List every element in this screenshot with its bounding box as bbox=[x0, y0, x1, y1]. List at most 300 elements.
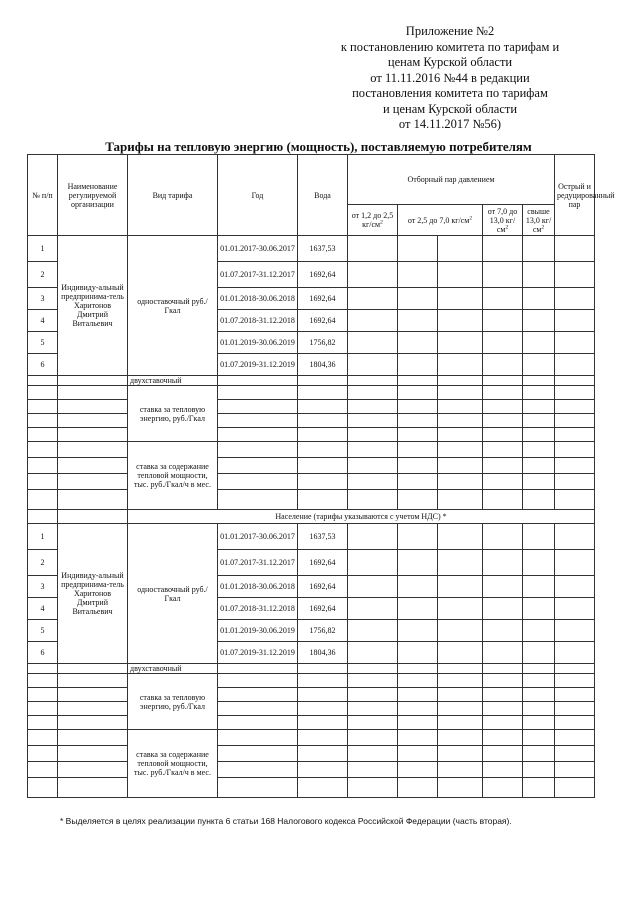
empty-cell bbox=[348, 262, 398, 288]
table-row bbox=[28, 442, 595, 458]
steam-col-3: от 7,0 до 13,0 $кг/см^2$ bbox=[483, 205, 523, 236]
col-num-header: № п/п bbox=[28, 155, 58, 236]
empty-cell bbox=[438, 262, 483, 288]
empty-cell bbox=[58, 400, 128, 414]
water-value: 1692,64 bbox=[298, 310, 348, 332]
empty-cell bbox=[348, 386, 398, 400]
empty-cell bbox=[523, 490, 555, 510]
empty-cell bbox=[348, 642, 398, 664]
table-row bbox=[28, 702, 595, 716]
empty-cell bbox=[438, 620, 483, 642]
empty-cell bbox=[28, 400, 58, 414]
empty-cell bbox=[398, 642, 438, 664]
empty-cell bbox=[298, 746, 348, 762]
empty-cell bbox=[523, 310, 555, 332]
empty-cell bbox=[483, 442, 523, 458]
empty-cell bbox=[348, 332, 398, 354]
empty-cell bbox=[438, 746, 483, 762]
empty-cell bbox=[218, 702, 298, 716]
period: 01.07.2019-31.12.2019 bbox=[218, 642, 298, 664]
empty-cell bbox=[523, 332, 555, 354]
empty-cell bbox=[348, 664, 398, 674]
row-number: 1 bbox=[28, 236, 58, 262]
row-number: 6 bbox=[28, 354, 58, 376]
empty-cell bbox=[438, 762, 483, 778]
empty-cell bbox=[523, 716, 555, 730]
empty-cell bbox=[348, 414, 398, 428]
empty-cell bbox=[398, 354, 438, 376]
empty-cell bbox=[483, 620, 523, 642]
empty-cell bbox=[555, 236, 595, 262]
empty-cell bbox=[398, 414, 438, 428]
empty-cell bbox=[28, 688, 58, 702]
table-row bbox=[28, 524, 595, 550]
empty-cell bbox=[483, 762, 523, 778]
empty-cell bbox=[298, 400, 348, 414]
empty-cell bbox=[438, 458, 483, 474]
empty-cell bbox=[398, 730, 438, 746]
empty-cell bbox=[398, 688, 438, 702]
empty-cell bbox=[483, 376, 523, 386]
empty-cell bbox=[555, 458, 595, 474]
empty-cell bbox=[483, 332, 523, 354]
col-water-header: Вода bbox=[298, 155, 348, 236]
rate-capacity: ставка за содержание тепловой мощности, тыс. руб./Гкал/ч в мес. bbox=[128, 442, 218, 510]
empty-cell bbox=[523, 730, 555, 746]
empty-cell bbox=[348, 550, 398, 576]
tariff-type-one-rate: одноставочный руб./Гкал bbox=[128, 236, 218, 376]
empty-cell bbox=[398, 576, 438, 598]
empty-cell bbox=[483, 490, 523, 510]
empty-cell bbox=[523, 688, 555, 702]
water-value: 1692,64 bbox=[298, 262, 348, 288]
empty-cell bbox=[438, 702, 483, 716]
empty-cell bbox=[348, 524, 398, 550]
table-row bbox=[28, 414, 595, 428]
empty-cell bbox=[398, 716, 438, 730]
empty-cell bbox=[58, 414, 128, 428]
empty-cell bbox=[438, 236, 483, 262]
period: 01.01.2018-30.06.2018 bbox=[218, 576, 298, 598]
empty-cell bbox=[483, 598, 523, 620]
table-row bbox=[28, 730, 595, 746]
empty-cell bbox=[555, 688, 595, 702]
empty-cell bbox=[398, 524, 438, 550]
empty-cell bbox=[348, 620, 398, 642]
empty-cell bbox=[555, 262, 595, 288]
empty-cell bbox=[438, 428, 483, 442]
empty-cell bbox=[555, 386, 595, 400]
empty-cell bbox=[523, 762, 555, 778]
empty-cell bbox=[58, 428, 128, 442]
empty-cell bbox=[555, 674, 595, 688]
empty-cell bbox=[523, 576, 555, 598]
empty-cell bbox=[348, 458, 398, 474]
empty-cell bbox=[523, 642, 555, 664]
empty-cell bbox=[398, 262, 438, 288]
empty-cell bbox=[398, 746, 438, 762]
water-value: 1692,64 bbox=[298, 576, 348, 598]
empty-cell bbox=[483, 716, 523, 730]
empty-cell bbox=[218, 386, 298, 400]
empty-cell bbox=[218, 778, 298, 798]
empty-cell bbox=[523, 354, 555, 376]
empty-cell bbox=[398, 702, 438, 716]
empty-cell bbox=[483, 746, 523, 762]
empty-cell bbox=[555, 414, 595, 428]
empty-cell bbox=[58, 730, 128, 746]
empty-cell bbox=[523, 550, 555, 576]
table-row bbox=[28, 762, 595, 778]
empty-cell bbox=[218, 414, 298, 428]
steam-col-4: свыше 13,0 $кг/см^2$ bbox=[523, 205, 555, 236]
empty-cell bbox=[218, 376, 298, 386]
empty-cell bbox=[218, 730, 298, 746]
empty-cell bbox=[28, 778, 58, 798]
period: 01.01.2017-30.06.2017 bbox=[218, 524, 298, 550]
empty-cell bbox=[28, 674, 58, 688]
empty-cell bbox=[218, 664, 298, 674]
period: 01.01.2018-30.06.2018 bbox=[218, 288, 298, 310]
header-line: и ценам Курской области bbox=[382, 101, 518, 116]
empty-cell bbox=[348, 474, 398, 490]
empty-cell bbox=[555, 730, 595, 746]
table-header-row bbox=[28, 155, 595, 205]
empty-cell bbox=[58, 458, 128, 474]
table-row bbox=[28, 236, 595, 262]
table-row bbox=[28, 674, 595, 688]
empty-cell bbox=[438, 674, 483, 688]
organization-name: Индивиду-альный предпринима-тель Харитонов Дмитрий Витальевич bbox=[58, 236, 128, 376]
empty-cell bbox=[398, 458, 438, 474]
empty-cell bbox=[523, 778, 555, 798]
empty-cell bbox=[58, 376, 128, 386]
empty-cell bbox=[398, 376, 438, 386]
empty-cell bbox=[28, 376, 58, 386]
table-row bbox=[28, 474, 595, 490]
empty-cell bbox=[555, 428, 595, 442]
col-sharp-header: Острый и редуцированный пар bbox=[555, 155, 595, 236]
footnote: * Выделяется в целях реализации пункта 6 статьи 168 Налогового кодекса Российской Федерации (часть вторая). bbox=[60, 816, 512, 826]
empty-cell bbox=[523, 262, 555, 288]
empty-cell bbox=[28, 716, 58, 730]
empty-cell bbox=[298, 458, 348, 474]
empty-cell bbox=[398, 490, 438, 510]
empty-cell bbox=[438, 778, 483, 798]
empty-cell bbox=[555, 288, 595, 310]
empty-cell bbox=[298, 730, 348, 746]
empty-cell bbox=[438, 376, 483, 386]
period: 01.07.2018-31.12.2018 bbox=[218, 598, 298, 620]
water-value: 1637,53 bbox=[298, 524, 348, 550]
empty-cell bbox=[555, 642, 595, 664]
empty-cell bbox=[555, 664, 595, 674]
row-number: 3 bbox=[28, 288, 58, 310]
empty-cell bbox=[298, 688, 348, 702]
steam-col-1: от 1,2 до 2,5 $кг/см^2$ bbox=[348, 205, 398, 236]
empty-cell bbox=[523, 474, 555, 490]
row-number: 3 bbox=[28, 576, 58, 598]
empty-cell bbox=[523, 376, 555, 386]
empty-cell bbox=[555, 490, 595, 510]
empty-cell bbox=[555, 550, 595, 576]
empty-cell bbox=[523, 702, 555, 716]
empty-cell bbox=[58, 716, 128, 730]
empty-cell bbox=[555, 576, 595, 598]
empty-cell bbox=[28, 414, 58, 428]
organization-name: Индивиду-альный предпринима-тель Харитонов Дмитрий Витальевич bbox=[58, 524, 128, 664]
empty-cell bbox=[28, 474, 58, 490]
rate-energy: ставка за тепловую энергию, руб./Гкал bbox=[128, 386, 218, 442]
empty-cell bbox=[28, 702, 58, 716]
empty-cell bbox=[555, 716, 595, 730]
empty-cell bbox=[298, 428, 348, 442]
empty-cell bbox=[523, 288, 555, 310]
empty-cell bbox=[483, 730, 523, 746]
header-line: Приложение №2 bbox=[405, 24, 495, 38]
empty-cell bbox=[298, 474, 348, 490]
empty-cell bbox=[298, 702, 348, 716]
empty-cell bbox=[348, 376, 398, 386]
empty-cell bbox=[58, 778, 128, 798]
population-label: Население (тарифы указываются с учетом НДС) * bbox=[128, 510, 595, 524]
empty-cell bbox=[555, 620, 595, 642]
empty-cell bbox=[58, 386, 128, 400]
empty-cell bbox=[483, 688, 523, 702]
empty-cell bbox=[523, 428, 555, 442]
empty-cell bbox=[555, 702, 595, 716]
empty-cell bbox=[298, 442, 348, 458]
rate-energy: ставка за тепловую энергию, руб./Гкал bbox=[128, 674, 218, 730]
population-row bbox=[28, 510, 595, 524]
row-number: 1 bbox=[28, 524, 58, 550]
empty-cell bbox=[438, 576, 483, 598]
empty-cell bbox=[438, 550, 483, 576]
empty-cell bbox=[298, 414, 348, 428]
period: 01.01.2017-30.06.2017 bbox=[218, 236, 298, 262]
empty-cell bbox=[555, 310, 595, 332]
empty-cell bbox=[58, 490, 128, 510]
empty-cell bbox=[348, 730, 398, 746]
empty-cell bbox=[555, 762, 595, 778]
empty-cell bbox=[438, 716, 483, 730]
empty-cell bbox=[398, 332, 438, 354]
empty-cell bbox=[523, 746, 555, 762]
empty-cell bbox=[348, 598, 398, 620]
tariff-type-two-rate: двухставочный bbox=[128, 664, 218, 674]
empty-cell bbox=[483, 550, 523, 576]
empty-cell bbox=[298, 716, 348, 730]
empty-cell bbox=[398, 310, 438, 332]
table-row bbox=[28, 386, 595, 400]
period: 01.01.2019-30.06.2019 bbox=[218, 620, 298, 642]
empty-cell bbox=[398, 386, 438, 400]
empty-cell bbox=[523, 236, 555, 262]
water-value: 1692,64 bbox=[298, 550, 348, 576]
table-row bbox=[28, 688, 595, 702]
empty-cell bbox=[438, 400, 483, 414]
empty-cell bbox=[438, 288, 483, 310]
empty-cell bbox=[298, 762, 348, 778]
empty-cell bbox=[438, 730, 483, 746]
empty-cell bbox=[483, 414, 523, 428]
empty-cell bbox=[58, 674, 128, 688]
empty-cell bbox=[28, 730, 58, 746]
empty-cell bbox=[555, 400, 595, 414]
water-value: 1804,36 bbox=[298, 642, 348, 664]
empty-cell bbox=[218, 746, 298, 762]
table-row bbox=[28, 664, 595, 674]
empty-cell bbox=[58, 746, 128, 762]
empty-cell bbox=[348, 778, 398, 798]
empty-cell bbox=[28, 428, 58, 442]
empty-cell bbox=[483, 386, 523, 400]
empty-cell bbox=[58, 702, 128, 716]
row-number: 2 bbox=[28, 550, 58, 576]
empty-cell bbox=[483, 702, 523, 716]
table-row bbox=[28, 458, 595, 474]
tariff-type-one-rate: одноставочный руб./Гкал bbox=[128, 524, 218, 664]
empty-cell bbox=[58, 474, 128, 490]
period: 01.07.2017-31.12.2017 bbox=[218, 550, 298, 576]
empty-cell bbox=[348, 354, 398, 376]
empty-cell bbox=[555, 746, 595, 762]
empty-cell bbox=[483, 310, 523, 332]
empty-cell bbox=[483, 674, 523, 688]
empty-cell bbox=[348, 288, 398, 310]
water-value: 1637,53 bbox=[298, 236, 348, 262]
empty-cell bbox=[348, 428, 398, 442]
empty-cell bbox=[218, 474, 298, 490]
empty-cell bbox=[348, 674, 398, 688]
empty-cell bbox=[348, 236, 398, 262]
empty-cell bbox=[523, 598, 555, 620]
empty-cell bbox=[218, 716, 298, 730]
table-row bbox=[28, 400, 595, 414]
empty-cell bbox=[555, 524, 595, 550]
empty-cell bbox=[523, 524, 555, 550]
water-value: 1804,36 bbox=[298, 354, 348, 376]
empty-cell bbox=[483, 262, 523, 288]
empty-cell bbox=[438, 490, 483, 510]
empty-cell bbox=[523, 414, 555, 428]
empty-cell bbox=[28, 664, 58, 674]
empty-cell bbox=[483, 288, 523, 310]
empty-cell bbox=[523, 620, 555, 642]
empty-cell bbox=[483, 236, 523, 262]
tariff-type-two-rate: двухставочный bbox=[128, 376, 218, 386]
col-org-header: Наименование регулируемой организации bbox=[58, 155, 128, 236]
water-value: 1692,64 bbox=[298, 598, 348, 620]
empty-cell bbox=[555, 474, 595, 490]
empty-cell bbox=[28, 746, 58, 762]
document-header bbox=[300, 24, 600, 133]
empty-cell bbox=[218, 428, 298, 442]
empty-cell bbox=[555, 354, 595, 376]
empty-cell bbox=[398, 428, 438, 442]
empty-cell bbox=[218, 458, 298, 474]
empty-cell bbox=[58, 688, 128, 702]
empty-cell bbox=[398, 442, 438, 458]
empty-cell bbox=[58, 664, 128, 674]
empty-cell bbox=[218, 490, 298, 510]
header-line: ценам Курской области bbox=[387, 55, 513, 69]
table-row bbox=[28, 778, 595, 798]
empty-cell bbox=[298, 490, 348, 510]
table-row bbox=[28, 376, 595, 386]
empty-cell bbox=[438, 524, 483, 550]
empty-cell bbox=[483, 778, 523, 798]
empty-cell bbox=[218, 442, 298, 458]
empty-cell bbox=[28, 458, 58, 474]
table-body bbox=[28, 155, 615, 798]
empty-cell bbox=[298, 664, 348, 674]
header-line: к постановлению комитета по тарифам и bbox=[340, 39, 560, 54]
water-value: 1756,82 bbox=[298, 332, 348, 354]
empty-cell bbox=[28, 490, 58, 510]
empty-cell bbox=[348, 442, 398, 458]
water-value: 1692,64 bbox=[298, 288, 348, 310]
header-line: от 11.11.2016 №44 в редакции bbox=[370, 70, 530, 85]
empty-cell bbox=[523, 386, 555, 400]
empty-cell bbox=[438, 598, 483, 620]
empty-cell bbox=[483, 576, 523, 598]
page-title: Тарифы на тепловую энергию (мощность), поставляемую потребителям bbox=[105, 139, 532, 154]
empty-cell bbox=[483, 458, 523, 474]
table-row bbox=[28, 746, 595, 762]
empty-cell bbox=[523, 458, 555, 474]
empty-cell bbox=[348, 576, 398, 598]
empty-cell bbox=[398, 474, 438, 490]
rate-capacity: ставка за содержание тепловой мощности, тыс. руб./Гкал/ч в мес. bbox=[128, 730, 218, 798]
empty-cell bbox=[438, 310, 483, 332]
period: 01.07.2017-31.12.2017 bbox=[218, 262, 298, 288]
empty-cell bbox=[523, 664, 555, 674]
empty-cell bbox=[398, 236, 438, 262]
table-row bbox=[28, 716, 595, 730]
empty-cell bbox=[58, 762, 128, 778]
empty-cell bbox=[483, 354, 523, 376]
row-number: 6 bbox=[28, 642, 58, 664]
empty-cell bbox=[28, 386, 58, 400]
empty-cell bbox=[348, 762, 398, 778]
empty-cell bbox=[555, 442, 595, 458]
steam-col-2: от 2,5 до 7,0 $кг/см^2$ bbox=[398, 205, 483, 236]
empty-cell bbox=[348, 716, 398, 730]
empty-cell bbox=[298, 674, 348, 688]
empty-cell bbox=[298, 376, 348, 386]
empty-cell bbox=[483, 642, 523, 664]
empty-cell bbox=[298, 778, 348, 798]
row-number: 5 bbox=[28, 332, 58, 354]
empty-cell bbox=[348, 310, 398, 332]
empty-cell bbox=[28, 442, 58, 458]
empty-cell bbox=[483, 664, 523, 674]
empty-cell bbox=[298, 386, 348, 400]
empty-cell bbox=[483, 474, 523, 490]
empty-cell bbox=[348, 688, 398, 702]
table-row bbox=[28, 490, 595, 510]
col-year-header: Год bbox=[218, 155, 298, 236]
col-steam-header: Отборный пар давлением bbox=[348, 155, 555, 205]
empty-cell bbox=[218, 688, 298, 702]
period: 01.07.2019-31.12.2019 bbox=[218, 354, 298, 376]
empty-cell bbox=[28, 510, 58, 524]
empty-cell bbox=[438, 664, 483, 674]
row-number: 4 bbox=[28, 310, 58, 332]
empty-cell bbox=[398, 400, 438, 414]
empty-cell bbox=[398, 550, 438, 576]
